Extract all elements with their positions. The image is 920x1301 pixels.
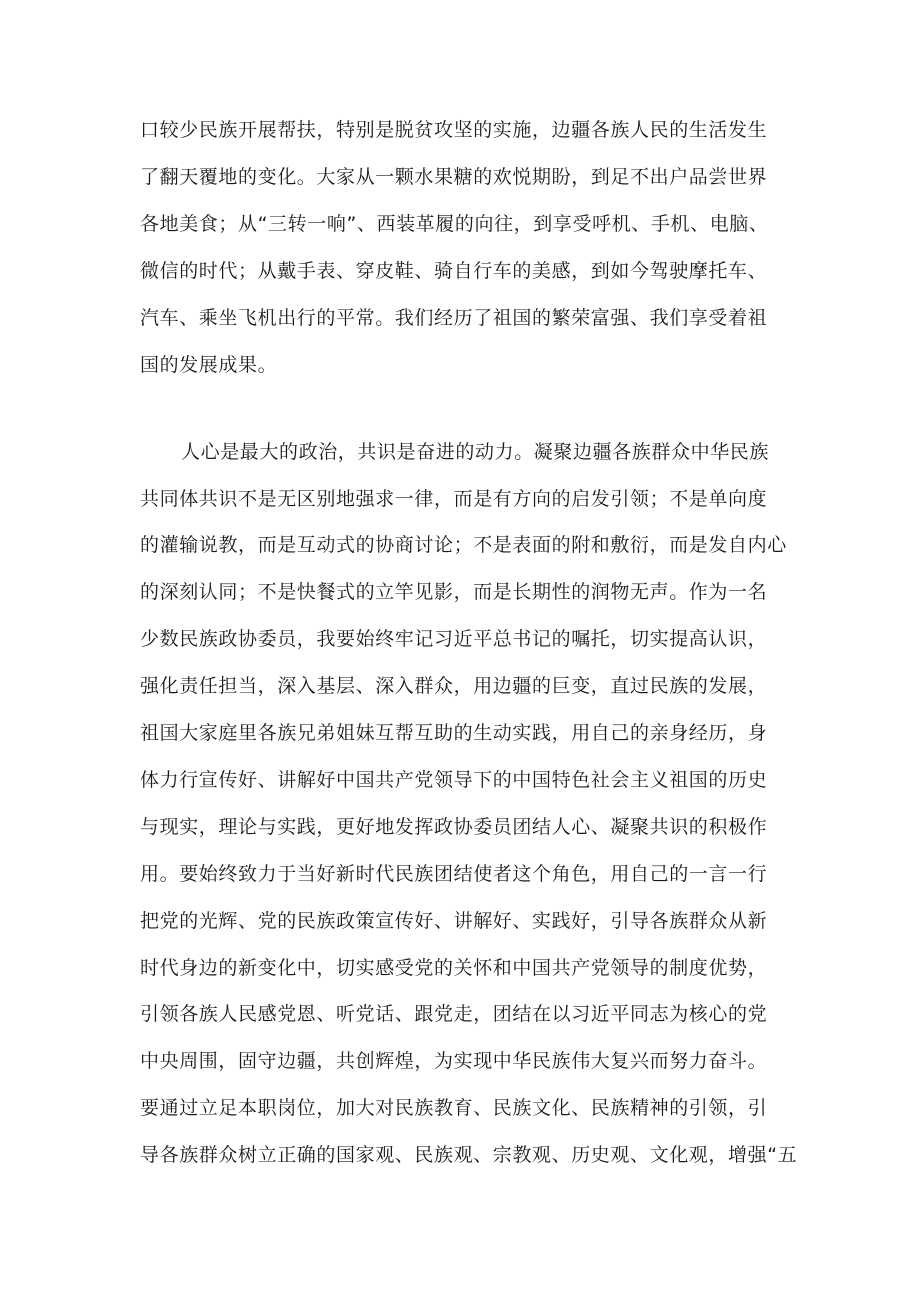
text-line: 时代身边的新变化中，切实感受党的关怀和中国共产党领导的制度优势， xyxy=(140,957,768,979)
text-line: 少数民族政协委员，我要始终牢记习近平总书记的嘱托，切实提高认识， xyxy=(140,628,768,650)
text-line-indented: 人心是最大的政治，共识是奋进的动力。凝聚边疆各族群众中华民族 xyxy=(181,441,770,463)
text-line: 导各族群众树立正确的国家观、民族观、宗教观、历史观、文化观，增强“五 xyxy=(140,1144,798,1166)
text-line: 微信的时代；从戴手表、穿皮鞋、骑自行车的美感，到如今驾驶摩托车、 xyxy=(140,260,768,282)
text-line: 引领各族人民感党恩、听党话、跟党走，团结在以习近平同志为核心的党 xyxy=(140,1003,768,1025)
text-line: 用。要始终致力于当好新时代民族团结使者这个角色，用自己的一言一行 xyxy=(140,863,768,885)
text-line: 把党的光辉、党的民族政策宣传好、讲解好、实践好，引导各族群众从新 xyxy=(140,910,768,932)
text-line: 共同体共识不是无区别地强求一律，而是有方向的启发引领；不是单向度 xyxy=(140,488,768,510)
text-line: 各地美食；从“三转一响”、西装革履的向往，到享受呼机、手机、电脑、 xyxy=(140,213,769,235)
text-line: 国的发展成果。 xyxy=(140,354,278,376)
text-line: 汽车、乘坐飞机出行的平常。我们经历了祖国的繁荣富强、我们享受着祖 xyxy=(140,307,768,329)
text-line: 体力行宣传好、讲解好中国共产党领导下的中国特色社会主义祖国的历史 xyxy=(140,769,768,791)
text-line: 了翻天覆地的变化。大家从一颗水果糖的欢悦期盼，到足不出户品尝世界 xyxy=(140,166,768,188)
text-line: 强化责任担当，深入基层、深入群众，用边疆的巨变，直过民族的发展， xyxy=(140,675,768,697)
text-line: 中央周围，固守边疆，共创辉煌，为实现中华民族伟大复兴而努力奋斗。 xyxy=(140,1050,768,1072)
text-line: 的灌输说教，而是互动式的协商讨论；不是表面的附和敷衍，而是发自内心 xyxy=(140,534,787,556)
text-line: 与现实，理论与实践，更好地发挥政协委员团结人心、凝聚共识的积极作 xyxy=(140,816,768,838)
text-line: 要通过立足本职岗位，加大对民族教育、民族文化、民族精神的引领，引 xyxy=(140,1097,768,1119)
text-line: 口较少民族开展帮扶，特别是脱贫攻坚的实施，边疆各族人民的生活发生 xyxy=(140,119,768,141)
text-line: 的深刻认同；不是快餐式的立竿见影，而是长期性的润物无声。作为一名 xyxy=(140,581,768,603)
text-line: 祖国大家庭里各族兄弟姐妹互帮互助的生动实践，用自己的亲身经历，身 xyxy=(140,722,768,744)
